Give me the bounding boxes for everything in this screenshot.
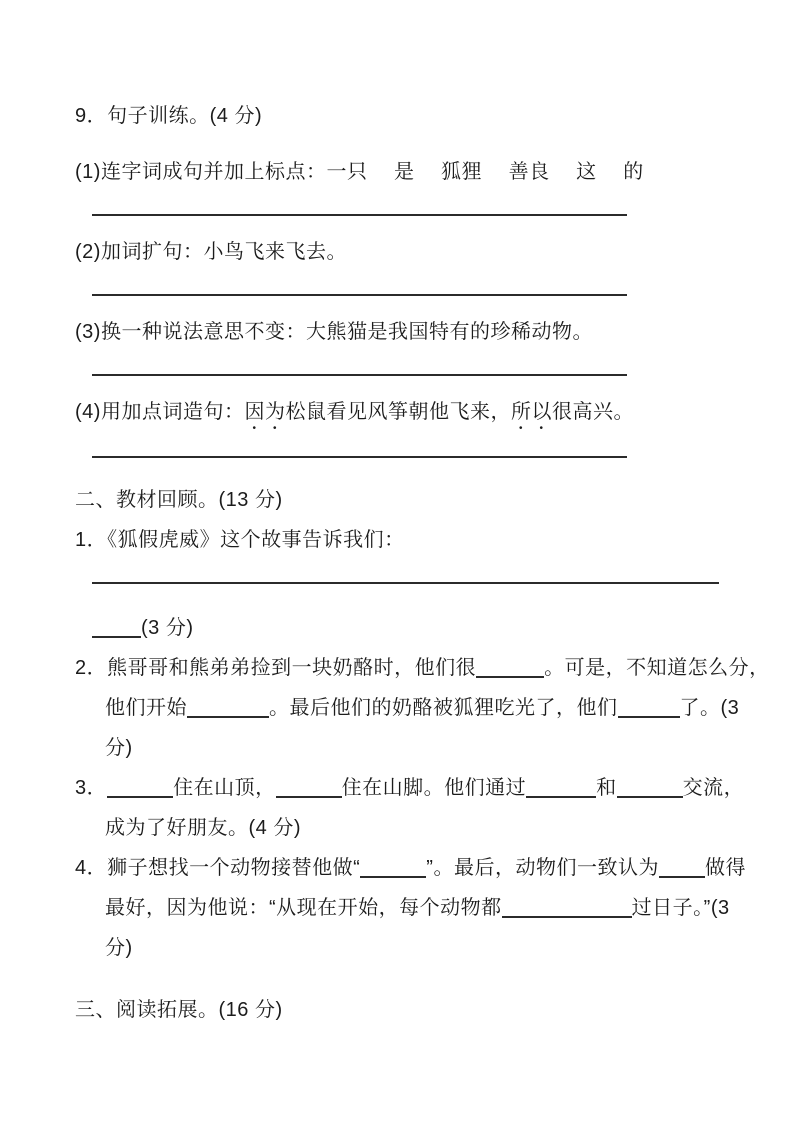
text-run: ”。最后，动物们一致认为 xyxy=(426,857,659,879)
q9-sub3 xyxy=(75,312,757,352)
text-run: 。可是，不知道怎么分， xyxy=(544,657,770,679)
text-run: (3 分) xyxy=(141,617,194,639)
section-3-title xyxy=(75,990,757,1030)
answer-rule xyxy=(92,272,627,296)
answer-line xyxy=(75,272,757,296)
text-run: 住在山脚。他们通过 xyxy=(341,777,527,799)
answer-blank xyxy=(617,776,683,798)
text-run: 松鼠看见风筝朝他飞来， xyxy=(285,401,511,423)
text-run: 做得 xyxy=(704,857,746,879)
text-run: 交流， xyxy=(682,777,745,799)
answer-rule xyxy=(92,192,627,216)
answer-line xyxy=(75,560,757,584)
answer-blank xyxy=(107,776,173,798)
answer-line xyxy=(75,352,757,376)
answer-line xyxy=(75,434,757,458)
text-run: 二、教材回顾。(13 分) xyxy=(75,489,283,511)
answer-blank xyxy=(92,616,141,638)
answer-blank xyxy=(618,696,680,718)
text-run: 成为了好朋友。(4 分) xyxy=(105,817,301,839)
q9-title xyxy=(75,96,757,136)
q1-line1 xyxy=(75,520,757,560)
text-run: 住在山顶， xyxy=(173,777,276,799)
answer-blank xyxy=(502,896,632,918)
text-run: (3)换一种说法意思不变：大熊猫是我国特有的珍稀动物。 xyxy=(75,321,593,343)
section-2-title xyxy=(75,480,757,520)
q9-sub4 xyxy=(75,392,757,434)
worksheet-content xyxy=(75,96,770,1030)
q4-line3 xyxy=(75,928,757,968)
emphasized-word: 所以 xyxy=(510,401,552,423)
answer-blank xyxy=(476,656,544,678)
q4-line2 xyxy=(75,888,757,928)
q3-line2 xyxy=(75,808,757,848)
answer-blank xyxy=(187,696,269,718)
text-run: 9．句子训练。(4 分) xyxy=(75,105,263,127)
q2-line1 xyxy=(75,648,770,688)
text-run: 最好，因为他说：“从现在开始，每个动物都 xyxy=(105,897,502,919)
q2-line2 xyxy=(75,688,757,728)
q1-score-row xyxy=(75,608,757,648)
text-run: 过日子。”(3 xyxy=(631,897,730,919)
text-run: 3． xyxy=(75,777,108,799)
answer-blank xyxy=(360,856,426,878)
text-run: (1)连字词成句并加上标点：一只 是 狐狸 善良 这 的 xyxy=(75,161,644,183)
answer-rule xyxy=(92,352,627,376)
answer-line xyxy=(75,192,757,216)
answer-blank xyxy=(659,856,705,878)
text-run: 。最后他们的奶酪被狐狸吃光了，他们 xyxy=(269,697,618,719)
q2-line3 xyxy=(75,728,757,768)
q9-sub2 xyxy=(75,232,757,272)
text-run: (4)用加点词造句： xyxy=(75,401,245,423)
text-run: 很高兴。 xyxy=(551,401,634,423)
text-run: 1．《狐假虎威》这个故事告诉我们： xyxy=(75,529,405,551)
answer-blank xyxy=(526,776,596,798)
text-run: 和 xyxy=(596,777,617,799)
q4-line1 xyxy=(75,848,757,888)
answer-blank xyxy=(276,776,342,798)
text-run: 三、阅读拓展。(16 分) xyxy=(75,999,283,1021)
emphasized-word: 因为 xyxy=(244,401,286,423)
answer-rule xyxy=(92,434,627,458)
text-run: 4．狮子想找一个动物接替他做“ xyxy=(75,857,361,879)
text-run: (2)加词扩句：小鸟飞来飞去。 xyxy=(75,241,347,263)
text-run: 2．熊哥哥和熊弟弟捡到一块奶酪时，他们很 xyxy=(75,657,477,679)
answer-rule xyxy=(92,560,719,584)
text-run: 了。(3 xyxy=(679,697,740,719)
q3-line1 xyxy=(75,768,757,808)
text-run: 分) xyxy=(105,737,133,759)
q9-sub1 xyxy=(75,152,757,192)
text-run: 分) xyxy=(105,937,133,959)
text-run: 他们开始 xyxy=(105,697,187,719)
